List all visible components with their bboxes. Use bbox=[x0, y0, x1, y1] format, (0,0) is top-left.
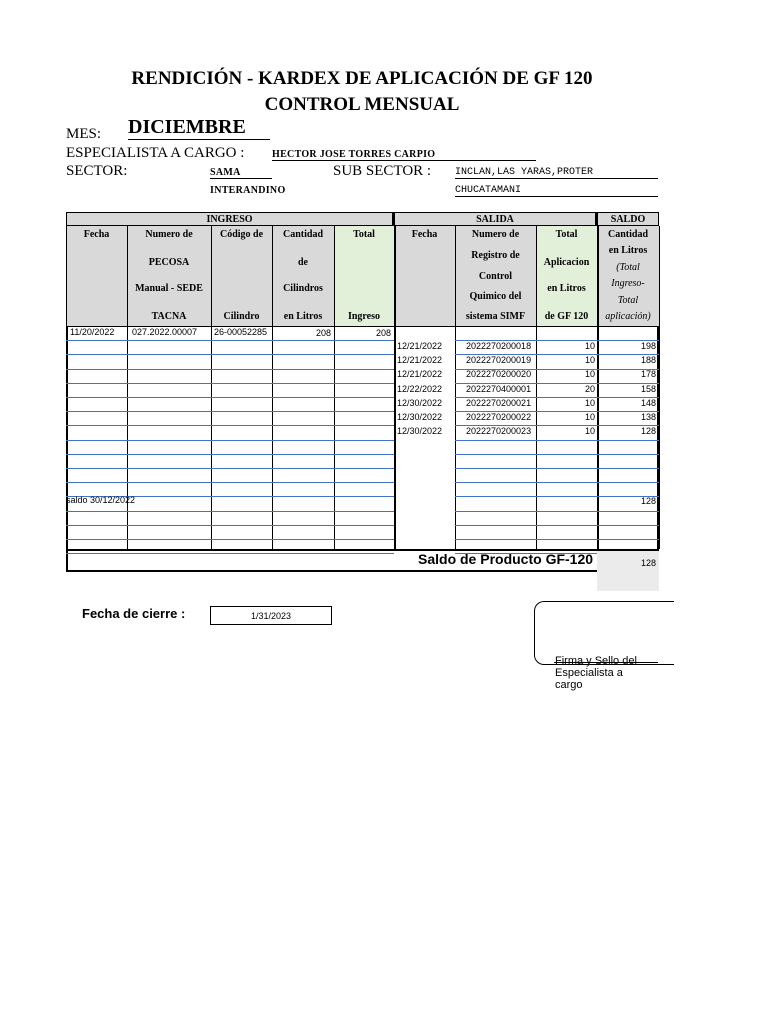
salida-registro: 2022270200022 bbox=[466, 412, 532, 422]
salida-registro: 2022270200023 bbox=[466, 426, 532, 436]
subsector-label: SUB SECTOR : bbox=[333, 163, 432, 179]
col-saldo bbox=[597, 228, 659, 324]
salida-total: 10 bbox=[584, 341, 595, 351]
grid-vline bbox=[394, 226, 396, 549]
signature-caption-l2: Especialista a bbox=[555, 667, 623, 679]
col-saldo-l4: Ingreso- bbox=[611, 278, 645, 289]
salida-saldo: 198 bbox=[640, 341, 656, 351]
grid-hline bbox=[455, 511, 659, 512]
grid-hline bbox=[66, 354, 394, 355]
ingreso-total: 208 bbox=[375, 328, 391, 338]
col-saldo-l5: Total bbox=[617, 295, 639, 306]
col-saldo-l3: (Total bbox=[616, 262, 640, 273]
col-total-ingreso-l2: Ingreso bbox=[347, 311, 381, 322]
sector-label: SECTOR: bbox=[66, 163, 128, 179]
grid-hline bbox=[66, 383, 394, 384]
salida-total: 20 bbox=[584, 384, 595, 394]
footer-value: 128 bbox=[640, 558, 656, 568]
group-ingreso: INGRESO bbox=[66, 212, 394, 226]
cierre-label: Fecha de cierre : bbox=[82, 606, 186, 621]
grid-vline bbox=[211, 226, 212, 549]
salida-saldo: 148 bbox=[640, 398, 656, 408]
cierre-value: 1/31/2023 bbox=[210, 606, 332, 625]
especialista-value: HECTOR JOSE TORRES CARPIO bbox=[272, 149, 536, 161]
grid-vline bbox=[455, 226, 456, 549]
col-total-ap-l1: Total bbox=[555, 229, 578, 240]
salida-saldo: 158 bbox=[640, 384, 656, 394]
grid-hline bbox=[66, 369, 394, 370]
col-codigo-l2: Cilindro bbox=[223, 311, 260, 322]
grid-hline bbox=[66, 440, 394, 441]
footer-label: Saldo de Producto GF-120 bbox=[418, 551, 594, 567]
col-codigo bbox=[211, 228, 272, 324]
col-registro-l4: Quimico del bbox=[469, 291, 522, 302]
salida-registro: 2022270400001 bbox=[466, 384, 532, 394]
col-pecosa-l3: Manual - SEDE bbox=[135, 283, 203, 294]
salida-saldo: 188 bbox=[640, 355, 656, 365]
col-saldo-l1: Cantidad bbox=[607, 229, 648, 240]
footer-value-bg bbox=[597, 551, 659, 591]
salida-total: 10 bbox=[584, 355, 595, 365]
salida-total: 10 bbox=[584, 426, 595, 436]
group-saldo: SALDO bbox=[597, 212, 659, 226]
grid-hline bbox=[455, 482, 659, 483]
salida-registro: 2022270200018 bbox=[466, 341, 532, 351]
col-codigo-l1: Código de bbox=[219, 229, 264, 240]
grid-hline bbox=[455, 440, 659, 441]
salida-saldo: 178 bbox=[640, 369, 656, 379]
salida-fecha: 12/21/2022 bbox=[397, 355, 443, 365]
grid-vline bbox=[334, 226, 335, 549]
salida-total: 10 bbox=[584, 412, 595, 422]
col-pecosa-l2: PECOSA bbox=[148, 257, 190, 268]
col-saldo-l2: en Litros bbox=[608, 245, 648, 256]
col-total-ap-l4: de GF 120 bbox=[544, 311, 589, 322]
col-registro-l3: Control bbox=[478, 271, 513, 282]
col-cantidad-l4: en Litros bbox=[283, 311, 323, 322]
col-cantidad-l1: Cantidad bbox=[282, 229, 323, 240]
col-fecha-ingreso: Fecha bbox=[83, 229, 110, 240]
salida-total: 10 bbox=[584, 398, 595, 408]
col-registro-l1: Numero de bbox=[471, 229, 520, 240]
document-subtitle: CONTROL MENSUAL bbox=[264, 94, 460, 115]
grid-hline bbox=[66, 454, 394, 455]
col-pecosa bbox=[127, 228, 211, 324]
mes-value: DICIEMBRE bbox=[128, 116, 270, 140]
ingreso-fecha: 11/20/2022 bbox=[70, 327, 115, 337]
salida-registro: 2022270200021 bbox=[466, 398, 532, 408]
grid-hline bbox=[66, 425, 394, 426]
grid-hline bbox=[66, 539, 394, 540]
saldo-note-value: 128 bbox=[640, 496, 656, 506]
grid-hline bbox=[66, 340, 394, 341]
saldo-note-label: saldo 30/12/2022 bbox=[66, 495, 136, 505]
signature-caption bbox=[555, 655, 637, 691]
salida-fecha: 12/30/2022 bbox=[397, 412, 443, 422]
grid-vline bbox=[659, 226, 660, 549]
ingreso-pecosa: 027.2022.00007 bbox=[132, 327, 198, 337]
grid-hline bbox=[455, 539, 659, 540]
ingreso-codigo: 26-00052285 bbox=[214, 327, 268, 337]
col-total-aplicacion bbox=[536, 228, 597, 324]
subsector-value-1: INCLAN,LAS YARAS,PROTER bbox=[455, 167, 658, 179]
grid-hline bbox=[66, 411, 394, 412]
grid-hline bbox=[455, 468, 659, 469]
grid-vline bbox=[272, 226, 273, 549]
col-saldo-l6: aplicación) bbox=[605, 311, 651, 322]
col-fecha-salida: Fecha bbox=[411, 229, 438, 240]
col-total-ap-l2: Aplicacion bbox=[543, 257, 590, 268]
salida-total: 10 bbox=[584, 369, 595, 379]
salida-registro: 2022270200019 bbox=[466, 355, 532, 365]
grid-hline bbox=[66, 525, 394, 526]
grid-hline bbox=[455, 454, 659, 455]
salida-fecha: 12/21/2022 bbox=[397, 369, 443, 379]
salida-registro: 2022270200020 bbox=[466, 369, 532, 379]
col-total-ap-l3: en Litros bbox=[547, 283, 586, 294]
document-title: RENDICIÓN - KARDEX DE APLICACIÓN DE GF 120 bbox=[131, 68, 593, 89]
salida-saldo: 138 bbox=[640, 412, 656, 422]
kardex-table bbox=[66, 212, 659, 572]
subsector-value-2: CHUCATAMANI bbox=[455, 185, 658, 197]
grid-hline bbox=[66, 511, 394, 512]
especialista-label: ESPECIALISTA A CARGO : bbox=[66, 145, 245, 161]
grid-hline bbox=[455, 525, 659, 526]
ingreso-cantidad: 208 bbox=[315, 328, 331, 338]
salida-fecha: 12/21/2022 bbox=[397, 341, 443, 351]
group-salida: SALIDA bbox=[394, 212, 597, 226]
col-pecosa-l4: TACNA bbox=[151, 311, 187, 322]
col-total-ingreso-l1: Total bbox=[353, 229, 375, 240]
signature-caption-l1: Firma y Sello del bbox=[555, 655, 637, 667]
col-cantidad-l2: de bbox=[298, 257, 308, 268]
col-total-ingreso bbox=[334, 228, 394, 324]
col-cantidad-l3: Cilindros bbox=[283, 283, 323, 294]
salida-fecha: 12/30/2022 bbox=[397, 426, 443, 436]
mes-label: MES: bbox=[66, 126, 102, 142]
salida-fecha: 12/22/2022 bbox=[397, 384, 443, 394]
col-pecosa-l1: Numero de bbox=[145, 229, 193, 240]
signature-caption-l3: cargo bbox=[555, 679, 583, 691]
grid-hline bbox=[66, 468, 394, 469]
sector-value-1: SAMA bbox=[210, 167, 272, 179]
col-registro bbox=[455, 228, 536, 324]
col-registro-l2: Registro de bbox=[471, 250, 520, 261]
sector-value-2: INTERANDINO bbox=[210, 185, 286, 196]
grid-hline bbox=[66, 397, 394, 398]
salida-fecha: 12/30/2022 bbox=[397, 398, 443, 408]
salida-saldo: 128 bbox=[640, 426, 656, 436]
grid-hline bbox=[66, 482, 394, 483]
col-registro-l5: sistema SIMF bbox=[465, 311, 526, 322]
col-cantidad bbox=[272, 228, 334, 324]
